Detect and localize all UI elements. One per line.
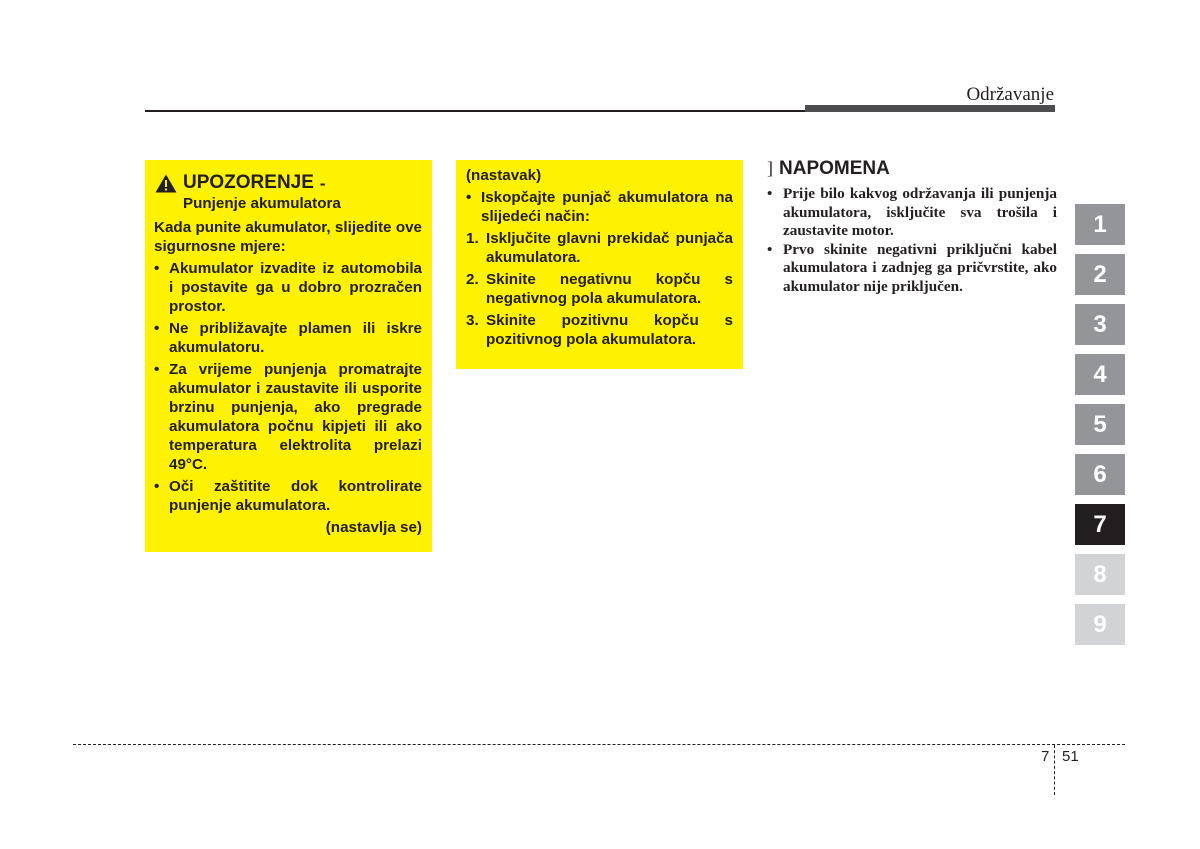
continued-heading: (nastavak)	[466, 167, 542, 184]
chapter-tab-5[interactable]: 5	[1075, 404, 1125, 445]
chapter-tab-6[interactable]: 6	[1075, 454, 1125, 495]
step-text: Skinite pozitivnu kopču s pozitivnog pola akumulatora.	[486, 312, 733, 348]
note-item: • Prvo skinite negativni priključni kabel akumulatora i zadnjeg ga pričvrstite, ako akumulator nije priključen.	[767, 240, 1057, 295]
warning-subtitle: Punjenje akumulatora	[183, 195, 341, 212]
continued-marker: (nastavlja se)	[325, 519, 422, 536]
step-item	[466, 311, 733, 349]
chapter-tab-1[interactable]: 1	[1075, 204, 1125, 245]
warning-bullet-text: Oči zaštitite dok kontrolirate punjenje akumulatora.	[169, 478, 422, 514]
step-item	[466, 270, 733, 308]
warning-dash: -	[319, 173, 326, 193]
chapter-tabs	[1075, 204, 1125, 654]
step-text: Isključite glavni prekidač punjača akumulatora.	[486, 230, 733, 266]
note-item: • Prije bilo kakvog održavanja ili punjenja akumulatora, isključite sva trošila i zaustavite motor.	[767, 185, 1057, 239]
footer-chapter-number: 7	[1041, 748, 1050, 765]
page-number: 51	[1062, 748, 1079, 765]
section-title: Održavanje	[966, 84, 1054, 105]
chapter-tab-8[interactable]: 8	[1075, 554, 1125, 595]
step-number: 1.	[466, 230, 479, 247]
warning-bullet-text: Ne približavajte plamen ili iskre akumulatoru.	[169, 320, 422, 356]
chapter-tab-7[interactable]: 7	[1075, 504, 1125, 545]
warning-bullet: • Oči zaštitite dok kontrolirate punjenje akumulatora.	[154, 478, 422, 514]
header-rule	[145, 110, 805, 112]
header-rule-accent	[805, 105, 1055, 112]
chapter-tab-2[interactable]: 2	[1075, 254, 1125, 295]
note-item-text: Prije bilo kakvog održavanja ili punjenja akumulatora, isključite sva trošila i zaustavite motor.	[783, 185, 1057, 239]
chapter-tab-3[interactable]: 3	[1075, 304, 1125, 345]
warning-bullet-text: Za vrijeme punjenja promatrajte akumulator i zaustavite ili usporite brzinu punjenja, ako pregrade akumulatora počnu kipjeti ili ako temperatura elektrolita prelazi 49°C.	[169, 361, 422, 473]
warning-bullet: • Ne približavajte plamen ili iskre akumulatoru.	[154, 320, 422, 356]
continued-bullet: • Iskopčajte punjač akumulatora na slijedeći način:	[466, 189, 733, 225]
warning-bullet: • Akumulator izvadite iz automobila i postavite ga u dobro prozračen prostor.	[154, 260, 422, 315]
note-section	[767, 156, 1057, 296]
step-text: Skinite negativnu kopču s negativnog pola akumulatora.	[486, 271, 733, 307]
footer-divider	[1054, 745, 1055, 795]
step-number: 2.	[466, 271, 479, 288]
warning-intro: Kada punite akumulator, slijedite ove sigurnosne mjere:	[154, 219, 422, 255]
warning-bullet: • Za vrijeme punjenja promatrajte akumulator i zaustavite ili usporite brzinu punjenja, ako pregrade akumulatora počnu kipjeti ili ako temperatura elektrolita prelazi 49°C.	[154, 361, 422, 473]
note-heading	[767, 156, 1057, 181]
warning-triangle-icon	[155, 174, 177, 193]
warning-box	[145, 160, 432, 552]
note-title: NAPOMENA	[779, 158, 890, 179]
chapter-tab-4[interactable]: 4	[1075, 354, 1125, 395]
warning-heading	[154, 172, 422, 194]
footer-rule	[73, 744, 1125, 745]
note-icon: ]	[767, 158, 773, 178]
chapter-tab-9[interactable]: 9	[1075, 604, 1125, 645]
continued-bullet-text: Iskopčajte punjač akumulatora na slijedeći način:	[481, 189, 733, 225]
note-item-text: Prvo skinite negativni priključni kabel akumulatora i zadnjeg ga pričvrstite, ako akumulator nije priključen.	[783, 240, 1057, 295]
warning-continued-box	[456, 160, 743, 369]
step-number: 3.	[466, 312, 479, 329]
warning-bullet-text: Akumulator izvadite iz automobila i postavite ga u dobro prozračen prostor.	[169, 260, 422, 315]
step-item	[466, 229, 733, 267]
warning-title: UPOZORENJE	[183, 172, 314, 193]
